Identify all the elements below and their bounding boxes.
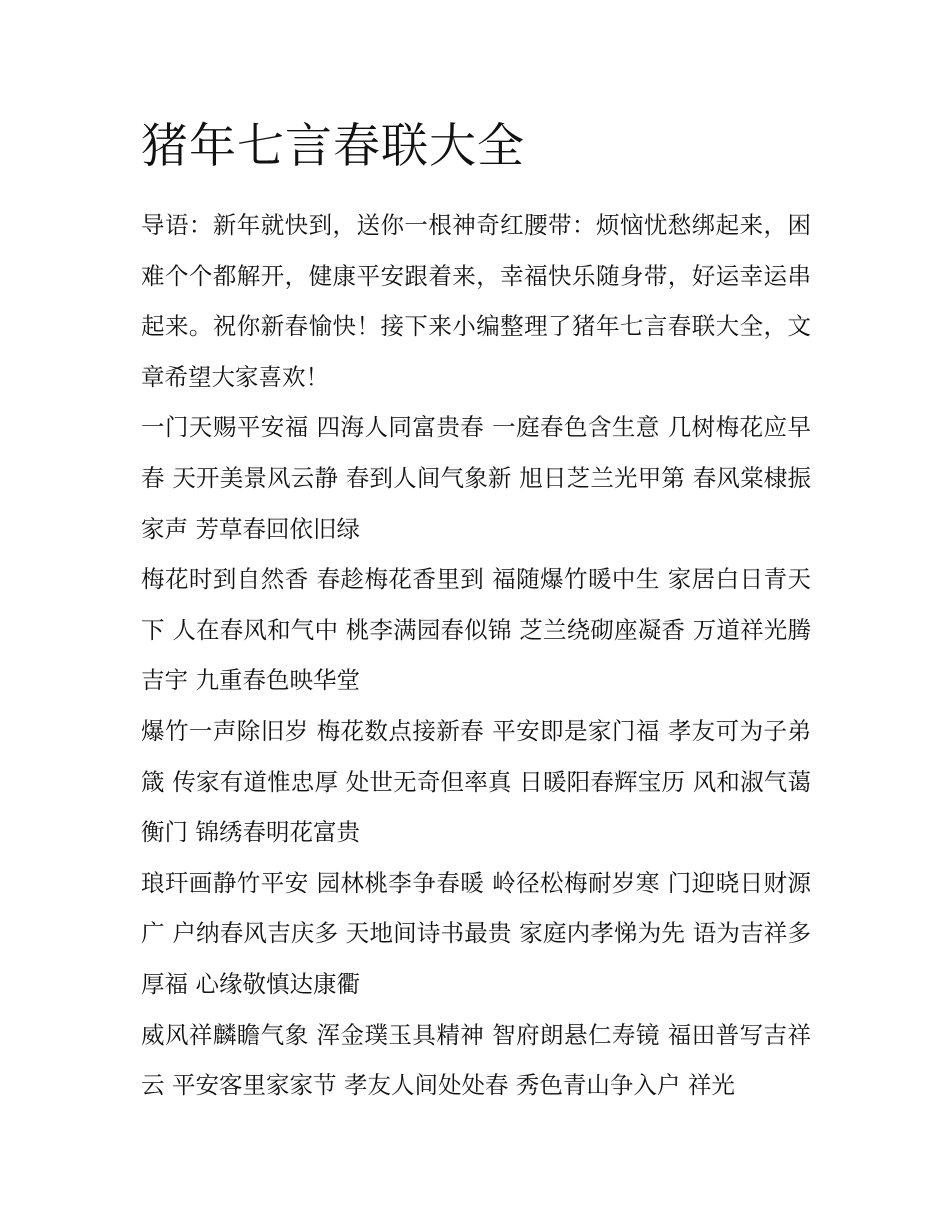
document-title: 猪年七言春联大全 — [141, 119, 525, 174]
document-page — [141, 112, 811, 1111]
couplet-paragraph-2: 梅花时到自然香 春趁梅花香里到 福随爆竹暖中生 家居白日青天下 人在春风和气中 桃李满园春似锦 芝兰绕砌座凝香 万道祥光腾吉宇 九重春色映华堂 — [141, 565, 811, 695]
couplet-paragraph-1: 一门天赐平安福 四海人同富贵春 一庭春色含生意 几树梅花应早春 天开美景风云静 春到人间气象新 旭日芝兰光甲第 春风棠棣振家声 芳草春回依旧绿 — [141, 413, 811, 543]
intro-paragraph: 导语：新年就快到，送你一根神奇红腰带：烦恼忧愁绑起来，困难个个都解开，健康平安跟着来，幸福快乐随身带，好运幸运串起来。祝你新春愉快！接下来小编整理了猪年七言春联大全，文章希望大家喜欢！ — [141, 211, 811, 391]
couplet-paragraph-3: 爆竹一声除旧岁 梅花数点接新春 平安即是家门福 孝友可为子弟箴 传家有道惟忠厚 处世无奇但率真 日暖阳春辉宝历 风和淑气蔼衡门 锦绣春明花富贵 — [141, 716, 811, 847]
couplet-paragraph-5: 威风祥麟瞻气象 浑金璞玉具精神 智府朗悬仁寿镜 福田普写吉祥云 平安客里家家节 孝友人间处处春 秀色青山争入户 祥光 — [141, 1020, 811, 1100]
couplet-paragraph-4: 琅玕画静竹平安 园林桃李争春暖 岭径松梅耐岁寒 门迎晓日财源广 户纳春风吉庆多 天地间诗书最贵 家庭内孝悌为先 语为吉祥多厚福 心缘敬慎达康衢 — [141, 868, 811, 998]
